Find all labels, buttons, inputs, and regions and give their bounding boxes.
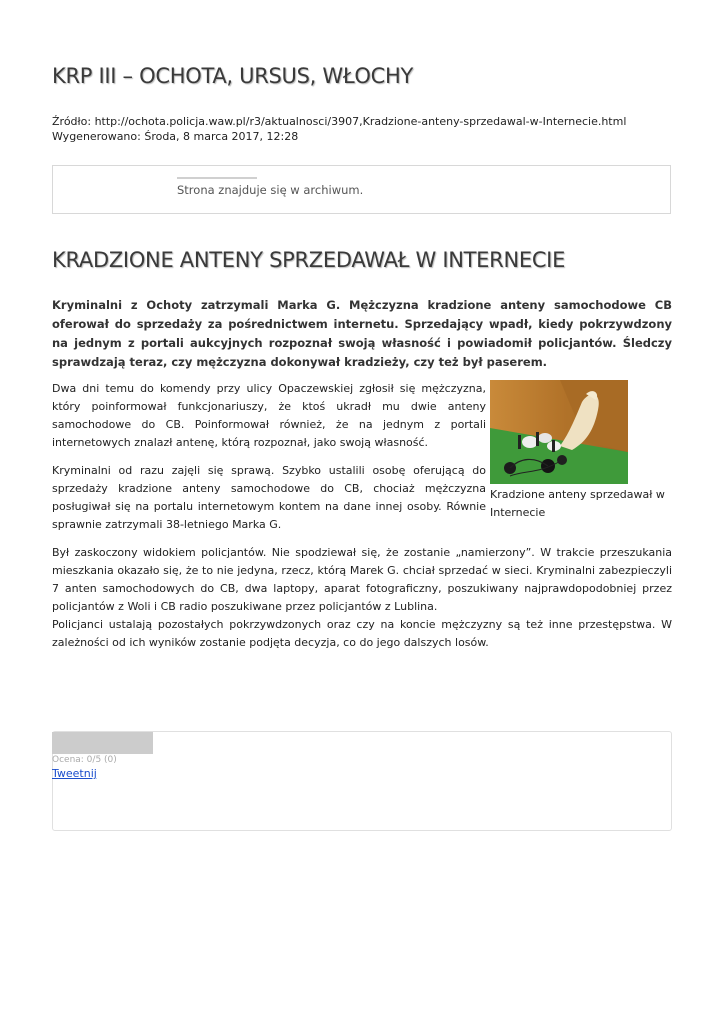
generated-date: Wygenerowano: Środa, 8 marca 2017, 12:28	[52, 130, 299, 143]
site-title: KRP III – OCHOTA, URSUS, WŁOCHY	[52, 64, 413, 88]
photo-caption: Kradzione anteny sprzedawał w Internecie	[490, 488, 665, 519]
rating-score: Ocena: 0/5 (0)	[52, 755, 117, 765]
article-paragraph-2: Kryminalni od razu zajęli się sprawą. Szybko ustalili osobę oferującą do sprzedaży kradzione anteny samochodowe do CB, chociaż mężczyzna posługiwał się na portalu internetowym kontem na dane innej osoby. Równie sprawnie zatrzymali 38-letniego Marka G.	[52, 464, 486, 531]
archive-divider	[177, 177, 257, 179]
rating-stars[interactable]	[52, 732, 153, 754]
article-paragraph-1: Dwa dni temu do komendy przy ulicy Opaczewskiej zgłosił się mężczyzna, który poinformował funkcjonariuszy, że ktoś ukradł mu dwie anteny samochodowe do CB. Poinformował również, że na jednym z portali internetowych znalazł antenę, którą rozpoznał, jako swoją własność.	[52, 382, 486, 449]
archive-notice	[52, 165, 671, 214]
page-meta	[52, 114, 626, 144]
archive-note: Strona znajduje się w archiwum.	[177, 183, 364, 197]
article-paragraph-3: Był zaskoczony widokiem policjantów. Nie spodziewał się, że zostanie „namierzony”. W trakcie przeszukania mieszkania okazało się, że to nie jedyna, rzecz, którą Marek G. chciał sprzedać w sieci. Kryminalni zabezpieczyli 7 anten samochodowych do CB, dwa laptopy, aparat fotograficzny, poszukiwany najprawdopodobniej przez policjantów z Woli i CB radio poszukiwane przez policjantów z Lublina.	[52, 546, 672, 613]
article-title: KRADZIONE ANTENY SPRZEDAWAŁ W INTERNECIE	[52, 248, 566, 272]
article-lead: Kryminalni z Ochoty zatrzymali Marka G. Mężczyzna kradzione anteny samochodowe CB oferował do sprzedaży za pośrednictwem internetu. Sprzedający wpadł, kiedy pokrzywdzony na jednym z portali aukcyjnych rozpoznał swoją własność i powiadomił policjantów. Śledczy sprawdzają teraz, czy mężczyzna dokonywał kradzieży, czy też był paserem.	[52, 298, 672, 369]
article-photo[interactable]	[490, 380, 628, 484]
tweet-link[interactable]: Tweetnij	[52, 767, 97, 780]
source-url: Źródło: http://ochota.policja.waw.pl/r3/aktualnosci/3907,Kradzione-anteny-sprzedawal-w-Internecie.html	[52, 115, 627, 128]
article-paragraph-4: Policjanci ustalają pozostałych pokrzywdzonych oraz czy na koncie mężczyzny są też inne przestępstwa. W zależności od ich wyników zostanie podjęta decyzja, co do jego dalszych losów.	[52, 618, 672, 649]
